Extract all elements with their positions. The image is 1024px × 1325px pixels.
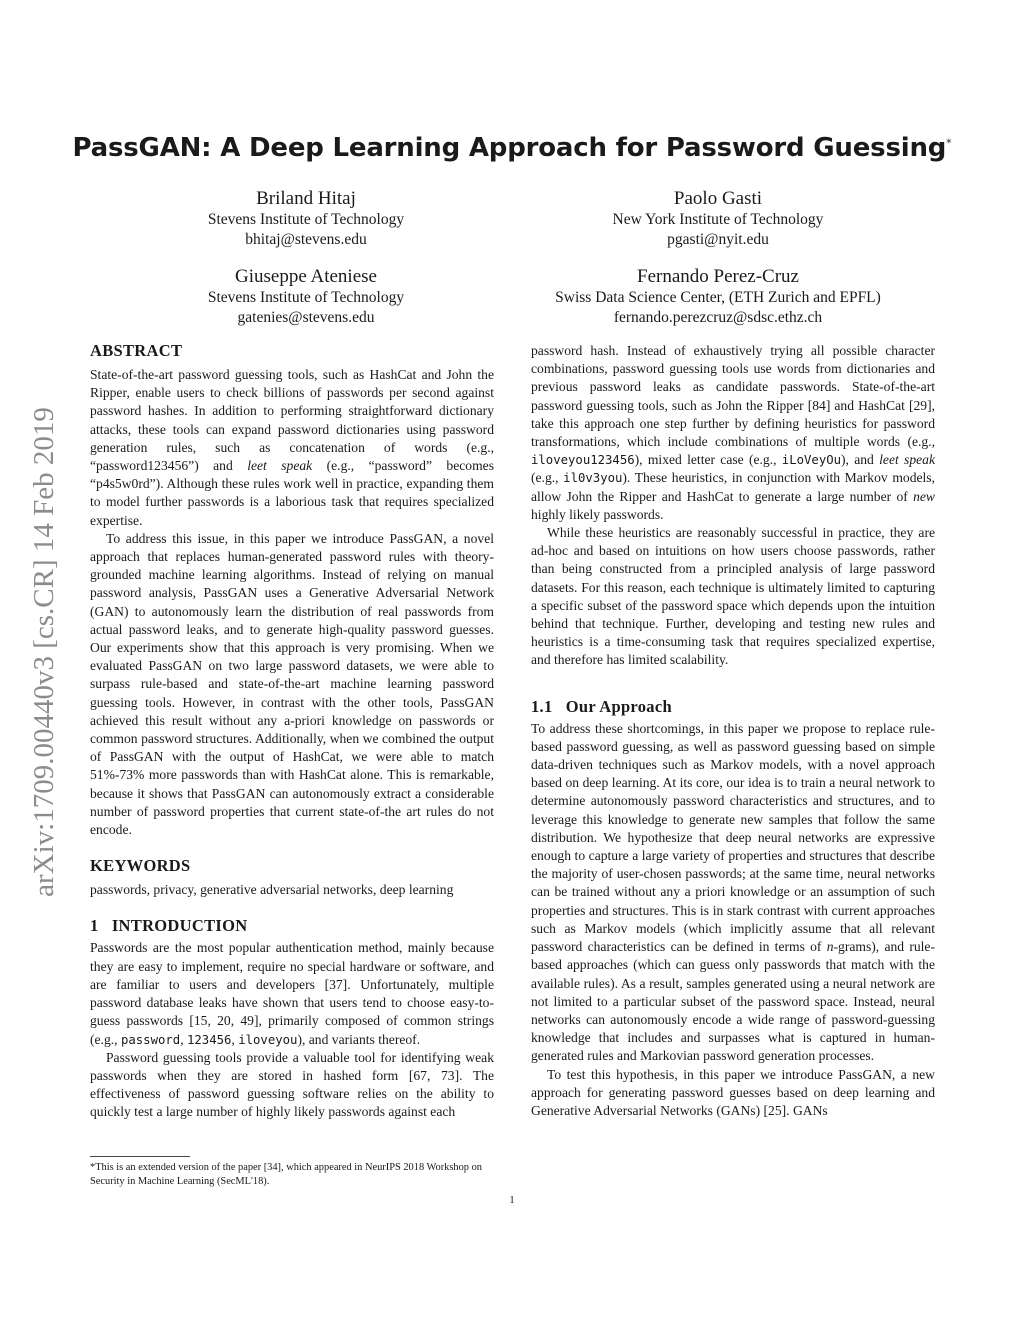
author-affiliation: Swiss Data Science Center, (ETH Zurich and EPFL) — [555, 289, 881, 306]
left-column — [90, 340, 494, 1122]
author-affiliation: Stevens Institute of Technology — [207, 289, 405, 306]
author-block — [96, 188, 516, 250]
keywords-text: passwords, privacy, generative adversarial networks, deep learning — [90, 882, 454, 898]
author-affiliation: Stevens Institute of Technology — [207, 211, 405, 228]
introduction-heading: 1 INTRODUCTION — [90, 916, 248, 936]
author-block — [508, 266, 928, 328]
author-email: gatenies@stevens.edu — [237, 309, 375, 326]
intro-paragraph: Password guessing tools provide a valuable tool for identifying weak passwords when they are stored in hashed form [67, 73]. The effectiveness of password guessing software relies on the ability to quickly test a large number of highly likely passwords against each — [90, 1049, 494, 1120]
intro-paragraph: Passwords are the most popular authentication method, mainly because they are easy to implement, require no special hardware or software, and are familiar to users and developers [37]. Unfortunately, multiple password database leaks have shown that users tend to choose easy-to-guess passwords [15, 20, 49], primarily composed of common strings (e.g., password, 123456, iloveyou), and variants thereof. — [90, 940, 494, 1047]
author-email: pgasti@nyit.edu — [667, 231, 769, 248]
body-paragraph: While these heuristics are reasonably successful in practice, they are ad-hoc and based on intuitions on how users choose passwords, rather than being constructed from a principled analysis of large password datasets. For this reason, each technique is ultimately limited to capturing a specific subset of the password space which depends upon the intuition behind that technique. Further, developing and testing new rules and heuristics is a time-consuming task that requires specialized expertise, and therefore has limited scalability. — [531, 525, 935, 668]
author-name: Paolo Gasti — [673, 188, 763, 209]
author-name: Giuseppe Ateniese — [235, 266, 377, 287]
subsection-heading: 1.1 Our Approach — [531, 696, 672, 716]
abstract-paragraph: State-of-the-art password guessing tools, such as HashCat and John the Ripper, enable users to check billions of passwords per second against password hashes. In addition to performing straightforward dictionary attacks, these tools can expand password dictionaries using password generation rules, such as concatenation of words (e.g., “password123456”) and leet speak (e.g., “password” becomes “p4s5w0rd”). Although these rules work well in practice, expanding them to model further passwords is a laborious task that requires specialized expertise. — [90, 367, 494, 528]
author-block — [508, 188, 928, 250]
footnote-divider — [90, 1156, 190, 1157]
abstract-paragraph: To address this issue, in this paper we introduce PassGAN, a novel approach that replaces human-generated password rules with theory-grounded machine learning algorithms. Instead of relying on manual password analysis, PassGAN uses a Generative Adversarial Network (GAN) to autonomously learn the distribution of real passwords from actual password leaks, and to generate high-quality password guesses. Our experiments show that this approach is very promising. When we evaluated PassGAN on two large password datasets, we were able to surpass rule-based and state-of-the-art machine learning password guessing tools. However, in contrast with the other tools, PassGAN achieved this result without any a-priori knowledge on passwords or common password structures. Additionally, when we combined the output of PassGAN with the output of HashCat, we were able to match 51%-73% more passwords than with HashCat alone. This is remarkable, because it shows that PassGAN can autonomously extract a considerable number of password properties that current state-of-the art rules do not encode. — [90, 530, 494, 838]
keywords-heading: KEYWORDS — [90, 856, 191, 876]
right-column — [531, 342, 935, 1120]
author-name: Briland Hitaj — [256, 188, 356, 209]
author-name: Fernando Perez-Cruz — [637, 266, 799, 287]
paper-title: PassGAN: A Deep Learning Approach for Password Guessing* — [72, 133, 952, 163]
body-paragraph: password hash. Instead of exhaustively trying all possible character combinations, password guessing tools use words from dictionaries and previous password leaks as candidate passwords. State-of-the-art password guessing tools, such as John the Ripper [84] and HashCat [29], take this approach one step further by defining heuristics for password transformations, which include combinations of multiple words (e.g., iloveyou123456), mixed letter case (e.g., iLoVeyOu), and leet speak (e.g., il0v3you). These heuristics, in conjunction with Markov models, allow John the Ripper and HashCat to generate a large number of new highly likely passwords. — [531, 343, 935, 522]
body-paragraph: To test this hypothesis, in this paper we introduce PassGAN, a new approach for generating password guesses based on deep learning and Generative Adversarial Networks (GANs) [25]. GANs — [531, 1066, 935, 1118]
footnote: *This is an extended version of the paper [34], which appeared in NeurIPS 2018 Workshop on Security in Machine Learning (SecML'18). — [90, 1162, 482, 1187]
abstract-heading: ABSTRACT — [90, 341, 183, 360]
author-block — [96, 266, 516, 328]
body-paragraph: To address these shortcomings, in this paper we propose to replace rule-based password guessing, as well as password guessing based on simple data-driven techniques such as Markov models, with a novel approach based on deep learning. At its core, our idea is to train a neural network to determine autonomously password characteristics and structures, and to leverage this knowledge to generate new samples that follow the same distribution. We hypothesize that deep neural networks are expressive enough to capture a large variety of properties and structures that describe the majority of user-chosen passwords; at the same time, neural networks can be trained without any a priori knowledge or an assumption of such properties and structures. This is in stark contrast with current approaches such as Markov models (which implicitly assume that all relevant password characteristics can be defined in terms of n-grams), and rule-based approaches (which can guess only passwords that match with the available rules). As a result, samples generated using a neural network are not limited to a particular subset of the password space. Instead, neural networks can autonomously encode a wide range of password-guessing knowledge that includes and surpasses what is captured in human-generated rules and Markovian password generation processes. — [531, 720, 935, 1064]
author-affiliation: New York Institute of Technology — [612, 211, 824, 228]
author-email: fernando.perezcruz@sdsc.ethz.ch — [613, 309, 823, 326]
author-email: bhitaj@stevens.edu — [245, 231, 367, 248]
page-number: 1 — [509, 1194, 515, 1206]
arxiv-identifier-stamp: arXiv:1709.00440v3 [cs.CR] 14 Feb 2019 — [28, 407, 60, 897]
title-footnote-marker: * — [946, 136, 952, 150]
